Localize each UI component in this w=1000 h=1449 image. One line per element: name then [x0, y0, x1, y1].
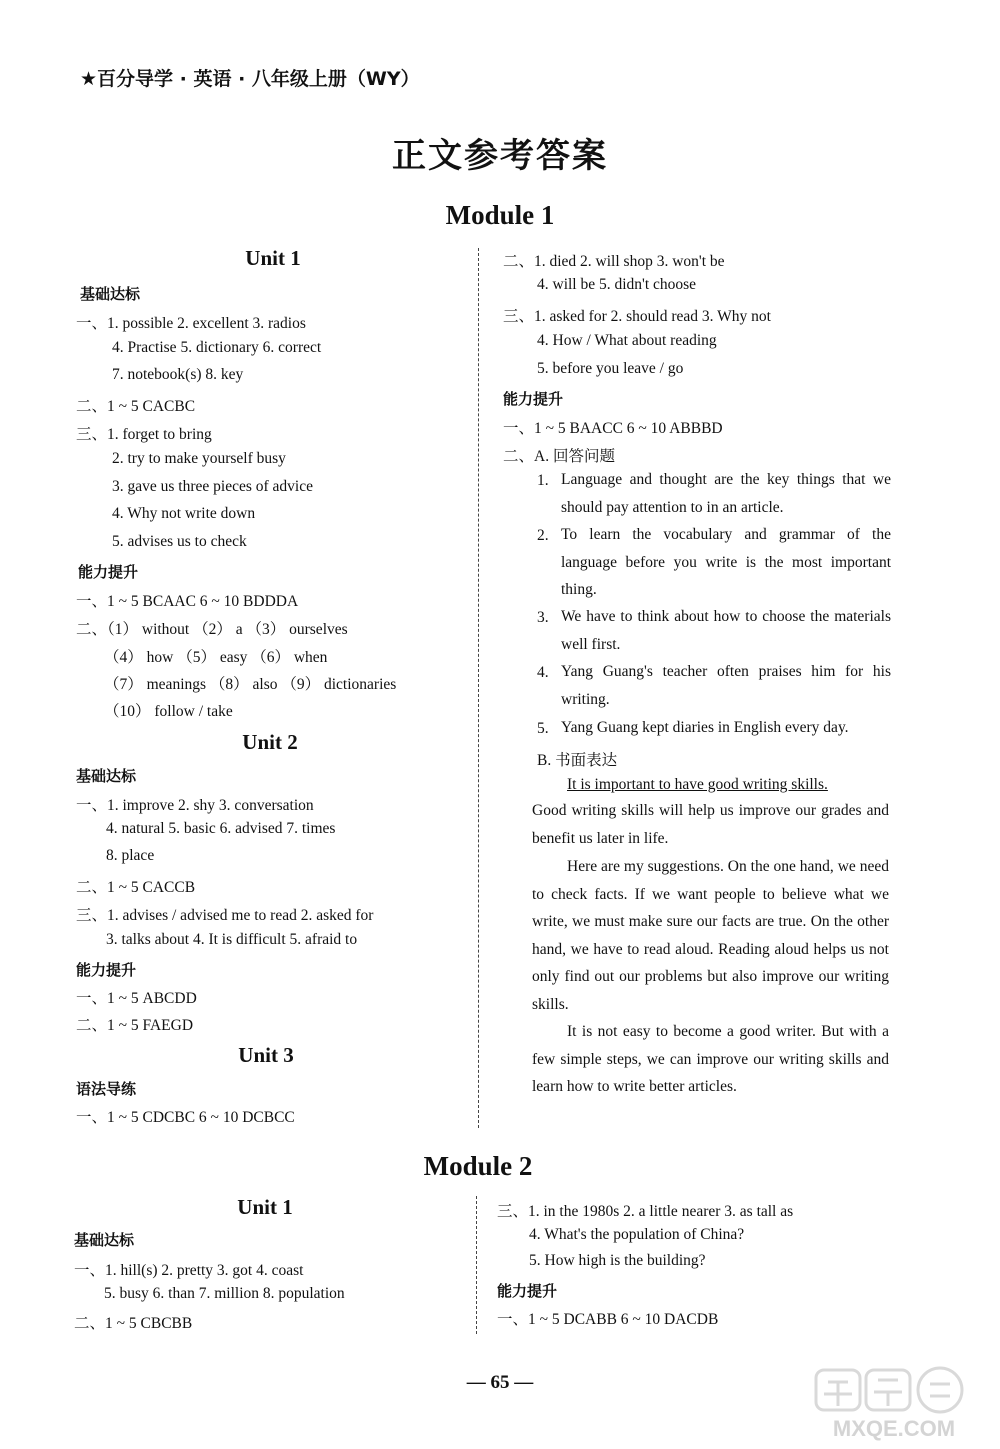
answer-line: 一、1 ~ 5 ABCDD: [76, 990, 197, 1007]
column-divider: [476, 1196, 477, 1334]
subsection-heading: B. 书面表达: [537, 752, 618, 769]
answer-line: 二、1 ~ 5 FAEGD: [76, 1017, 194, 1034]
answer-line: 4. Why not write down: [112, 505, 256, 522]
answer-line: 三、1. asked for 2. should read 3. Why not: [503, 308, 771, 325]
answer-line: 4. How / What about reading: [537, 332, 717, 349]
answer-line: 一、1 ~ 5 DCABB 6 ~ 10 DACDB: [497, 1311, 719, 1328]
answer-line: 3. talks about 4. It is difficult 5. afraid to: [106, 931, 358, 948]
answer-line: 5. How high is the building?: [529, 1252, 706, 1269]
answer-line: （4） how （5） easy （6） when: [104, 649, 328, 666]
answer-line: 4. Practise 5. dictionary 6. correct: [112, 339, 322, 356]
answer-sentence: Yang Guang's teacher often praises him for his writing.: [561, 663, 891, 708]
m1-unit-2-heading: Unit 2: [242, 730, 298, 754]
answer-line: 5. before you leave / go: [537, 360, 684, 377]
page-title: 正文参考答案: [392, 136, 608, 176]
answer-line: 4. natural 5. basic 6. advised 7. times: [106, 820, 336, 837]
answer-line: 4. What's the population of China?: [529, 1226, 745, 1243]
answer-line: 一、1 ~ 5 CDCBC 6 ~ 10 DCBCC: [76, 1109, 295, 1126]
section-heading: 基础达标: [76, 767, 137, 785]
section-heading: 能力提升: [78, 563, 139, 581]
page-number: — 65 —: [466, 1372, 534, 1393]
essay-paragraph: Good writing skills will help us improve our grades and benefit us later in life.: [532, 802, 889, 847]
answer-line: 一、1. possible 2. excellent 3. radios: [76, 315, 306, 332]
answer-line: 一、1 ~ 5 BCAAC 6 ~ 10 BDDDA: [76, 593, 299, 610]
answer-line: 8. place: [106, 847, 155, 864]
section-heading: 能力提升: [76, 961, 137, 979]
answer-line: 7. notebook(s) 8. key: [112, 366, 244, 383]
section-heading: 基础达标: [74, 1231, 135, 1249]
answer-sentence: We have to think about how to choose the materials well first.: [561, 608, 891, 653]
essay-paragraph: Here are my suggestions. On the one hand, we need to check facts. If we want people to believe what we write, we must make sure our facts are true. On the other hand, we have to read aloud. Reading aloud helps us not only find out our problems but also improve our writing skills.: [532, 858, 889, 1013]
answer-line: 三、1. advises / advised me to read 2. asked for: [76, 907, 374, 924]
answer-sentence: Language and thought are the key things that we should pay attention to in an article.: [561, 471, 891, 516]
m2-unit-1-heading: Unit 1: [237, 1195, 293, 1219]
answer-line: 2. try to make yourself busy: [112, 450, 286, 467]
answer-line: 二、A. 回答问题: [503, 448, 615, 465]
answer-line: 三、1. in the 1980s 2. a little nearer 3. as tall as: [497, 1203, 794, 1220]
answer-sentence: Yang Guang kept diaries in English every day.: [561, 719, 849, 736]
answer-line: 一、1 ~ 5 BAACC 6 ~ 10 ABBBD: [503, 420, 723, 437]
answer-line: 一、1. improve 2. shy 3. conversation: [76, 797, 314, 814]
m1-unit-1-heading: Unit 1: [245, 246, 301, 270]
section-heading: 能力提升: [503, 390, 564, 408]
answer-line: 二、1. died 2. will shop 3. won't be: [503, 253, 725, 270]
answer-line: （10） follow / take: [104, 703, 233, 720]
answer-sentence: To learn the vocabulary and grammar of the language before you write is the most important thing.: [561, 526, 891, 598]
m1-unit-3-heading: Unit 3: [238, 1043, 294, 1067]
column-divider: [478, 248, 479, 1128]
answer-line: 三、1. forget to bring: [76, 426, 212, 443]
question-number: 5.: [537, 720, 549, 737]
answer-line: 4. will be 5. didn't choose: [537, 276, 697, 293]
answer-line: 一、1. hill(s) 2. pretty 3. got 4. coast: [74, 1262, 304, 1279]
answer-line: 3. gave us three pieces of advice: [112, 478, 313, 495]
answer-line: 二、1 ~ 5 CBCBB: [74, 1315, 193, 1332]
watermark-text: MXQE.COM: [832, 1416, 956, 1441]
essay-topic-sentence: It is important to have good writing skills.: [567, 776, 828, 793]
answer-line: 5. busy 6. than 7. million 8. population: [104, 1285, 345, 1302]
answer-line: 5. advises us to check: [112, 533, 247, 550]
answer-line: （7） meanings （8） also （9） dictionaries: [104, 676, 397, 693]
question-number: 2.: [537, 527, 549, 544]
question-number: 3.: [537, 609, 549, 626]
answer-line: 二、1 ~ 5 CACCB: [76, 879, 196, 896]
question-number: 1.: [537, 472, 549, 489]
module-1-title: Module 1: [445, 200, 555, 230]
book-header: ★百分导学 · 英语 · 八年级上册（WY）: [80, 68, 420, 90]
essay-paragraph: It is not easy to become a good writer. But with a few simple steps, we can improve our writing skills and learn how to write better articles.: [532, 1023, 889, 1095]
question-number: 4.: [537, 664, 549, 681]
section-heading: 能力提升: [497, 1282, 558, 1300]
module-2-title: Module 2: [423, 1151, 533, 1181]
section-heading: 基础达标: [80, 285, 141, 303]
section-heading: 语法导练: [76, 1080, 137, 1098]
answer-line: 二、1 ~ 5 CACBC: [76, 398, 196, 415]
answer-line: 二、（1） without （2） a （3） ourselves: [76, 621, 348, 638]
watermark-logo: [794, 1364, 994, 1444]
